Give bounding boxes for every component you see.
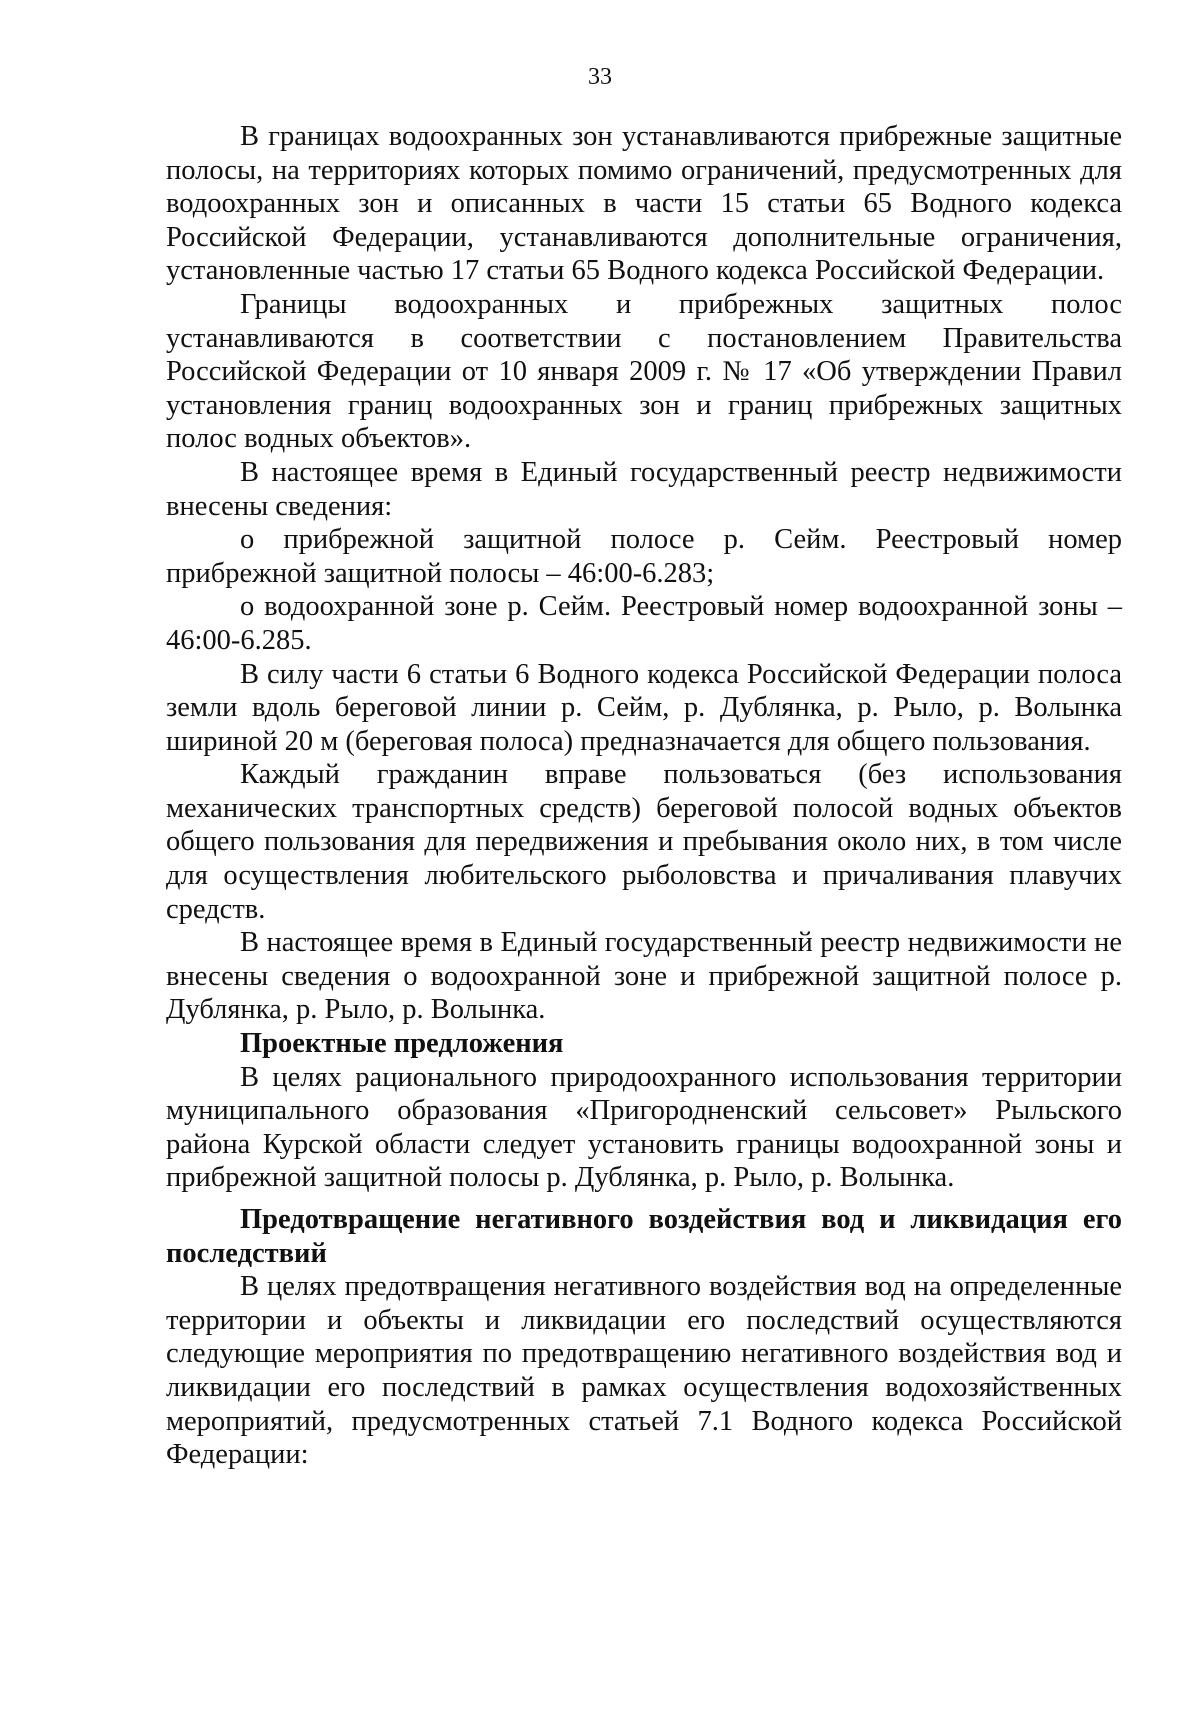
paragraph-prevention: В целях предотвращения негативного воздействия вод на определенные территории и объекты и ликвидации его последствий осуществляются следующие мероприятия по предотвращению негативного воздействия вод и ликвидации его последствий в рамках осуществления водохозяйственных мероприятий, предусмотренных статьей 7.1 Водного кодекса Российской Федерации: xyxy=(166,1271,1122,1471)
document-body xyxy=(166,120,1122,1472)
paragraph-registry-intro: В настоящее время в Единый государственный реестр недвижимости внесены сведения: xyxy=(166,456,1122,522)
paragraph-citizen-rights: Каждый гражданин вправе пользоваться (без использования механических транспортных средств) береговой полосой водных объектов общего пользования для передвижения и пребывания около них, в том числе для осуществления любительского рыболовства и причаливания плавучих средств. xyxy=(166,759,1122,925)
paragraph-boundaries-decree: Границы водоохранных и прибрежных защитных полос устанавливаются в соответствии с постановлением Правительства Российской Федерации от 10 января 2009 г. № 17 «Об утверждении Правил установления границ водоохранных зон и границ прибрежных защитных полос водных объектов». xyxy=(166,288,1122,455)
heading-project-proposals: Проектные предложения xyxy=(240,1028,564,1060)
paragraph-registry-water-zone: о водоохранной зоне р. Сейм. Реестровый номер водоохранной зоны – 46:00-6.285. xyxy=(166,591,1122,656)
heading-prevention: Предотвращение негативного воздействия вод и ликвидация его последствий xyxy=(166,1204,1122,1269)
paragraph-registry-coastal-strip: о прибрежной защитной полосе р. Сейм. Реестровый номер прибрежной защитной полосы – 46:00-6.283; xyxy=(166,524,1122,589)
paragraph-project-proposals: В целях рационального природоохранного использования территории муниципального образования «Пригородненский сельсовет» Рыльского района Курской области следует установить границы водоохранной зоны и прибрежной защитной полосы р. Дублянка, р. Рыло, р. Волынка. xyxy=(166,1061,1122,1194)
paragraph-shore-strip-public: В силу части 6 статьи 6 Водного кодекса Российской Федерации полоса земли вдоль береговой линии р. Сейм, р. Дублянка, р. Рыло, р. Волынка шириной 20 м (береговая полоса) предназначается для общего пользования. xyxy=(166,658,1122,757)
paragraph-registry-missing: В настоящее время в Единый государственный реестр недвижимости не внесены сведения о водоохранной зоне и прибрежной защитной полосе р. Дублянка, р. Рыло, р. Волынка. xyxy=(166,927,1122,1026)
page-number: 33 xyxy=(588,64,612,90)
paragraph-coastal-strips: В границах водоохранных зон устанавливаются прибрежные защитные полосы, на территориях которых помимо ограничений, предусмотренных для водоохранных зон и описанных в части 15 статьи 65 Водного кодекса Российской Федерации, устанавливаются дополнительные ограничения, установленные частью 17 статьи 65 Водного кодекса Российской Федерации. xyxy=(166,121,1122,287)
